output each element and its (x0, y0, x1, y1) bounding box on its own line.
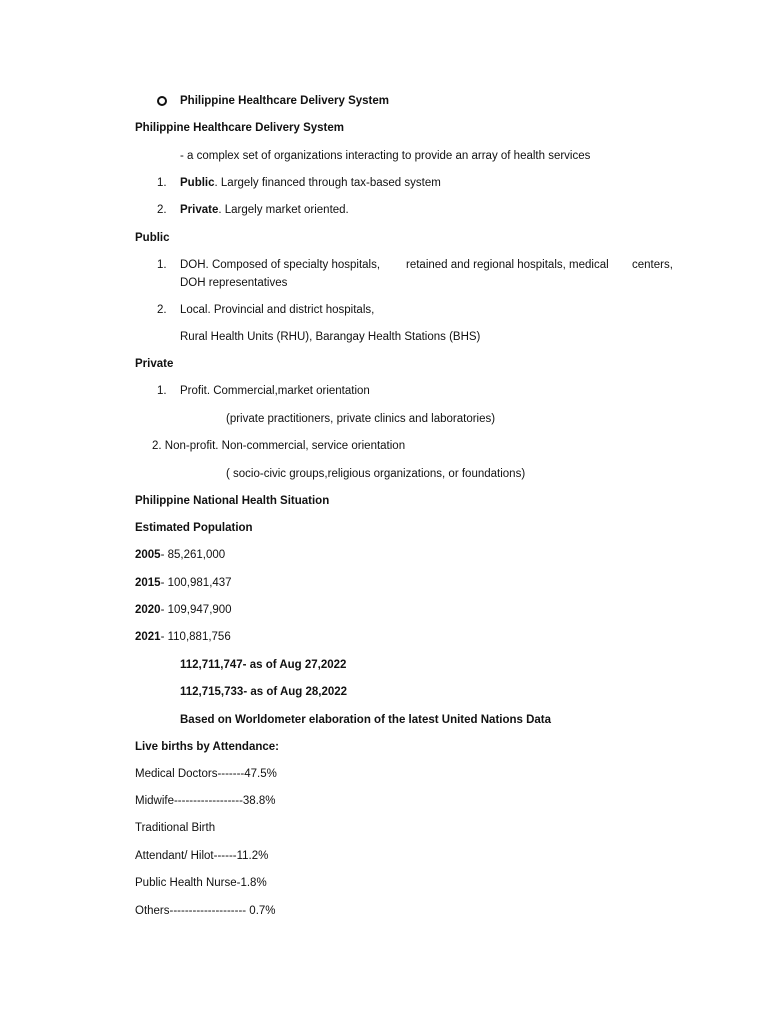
list-item-text: Profit. Commercial,market orientation (180, 385, 370, 397)
public-heading: Public (135, 232, 170, 244)
population-value: - 109,947,900 (160, 604, 232, 616)
population-row (135, 603, 232, 617)
births-heading: Live births by Attendance: (135, 741, 279, 753)
definition-text: - a complex set of organizations interacting to provide an array of health services (180, 150, 591, 162)
population-value: - 110,881,756 (160, 631, 231, 643)
births-line: Others-------------------- 0.7% (135, 905, 276, 917)
population-year: 2020 (135, 604, 161, 616)
data-source-note: Based on Worldometer elaboration of the latest United Nations Data (180, 714, 552, 726)
births-line: Traditional Birth (135, 822, 216, 834)
list-number: 1. (157, 259, 167, 271)
births-line: Midwife------------------38.8% (135, 795, 276, 807)
list-item-continuation: Rural Health Units (RHU), Barangay Health Stations (BHS) (180, 331, 481, 343)
list-item-text: DOH. Composed of specialty hospitals, (180, 259, 381, 271)
population-year: 2021 (135, 631, 161, 643)
recent-population: 112,715,733- as of Aug 28,2022 (180, 686, 348, 698)
list-item-text: Local. Provincial and district hospitals, (180, 304, 375, 316)
list-item-continuation: DOH representatives (180, 277, 288, 289)
population-value: - 85,261,000 (160, 549, 226, 561)
recent-population: 112,711,747- as of Aug 27,2022 (180, 659, 347, 671)
list-number: 1. (157, 385, 167, 397)
list-item-text: . Largely financed through tax-based system (214, 177, 441, 189)
hollow-circle-bullet-icon (157, 96, 167, 106)
population-year: 2005 (135, 549, 161, 561)
list-item (180, 176, 441, 190)
list-number: 2. (157, 204, 167, 216)
population-row (135, 548, 225, 562)
births-line: Attendant/ Hilot------11.2% (135, 850, 269, 862)
population-heading: Estimated Population (135, 522, 253, 534)
page-title: Philippine Healthcare Delivery System (180, 95, 390, 107)
list-item-text: 2. Non-profit. Non-commercial, service orientation (152, 440, 406, 452)
list-item-text: retained and regional hospitals, medical (406, 259, 609, 271)
list-item-note: ( socio-civic groups,religious organizations, or foundations) (226, 468, 526, 480)
population-row (135, 576, 232, 590)
population-year: 2015 (135, 577, 161, 589)
population-row (135, 630, 231, 644)
section-heading: Philippine Healthcare Delivery System (135, 122, 345, 134)
births-line: Public Health Nurse-1.8% (135, 877, 267, 889)
list-number: 1. (157, 177, 167, 189)
population-value: - 100,981,437 (160, 577, 232, 589)
list-number: 2. (157, 304, 167, 316)
list-item-text: . Largely market oriented. (218, 204, 349, 216)
births-line: Medical Doctors-------47.5% (135, 768, 277, 780)
health-situation-heading: Philippine National Health Situation (135, 495, 330, 507)
list-item-label: Public (180, 177, 215, 189)
list-item (180, 203, 349, 217)
list-item-note: (private practitioners, private clinics and laboratories) (226, 413, 496, 425)
list-item-text: centers, (632, 259, 673, 271)
private-heading: Private (135, 358, 174, 370)
list-item-label: Private (180, 204, 219, 216)
